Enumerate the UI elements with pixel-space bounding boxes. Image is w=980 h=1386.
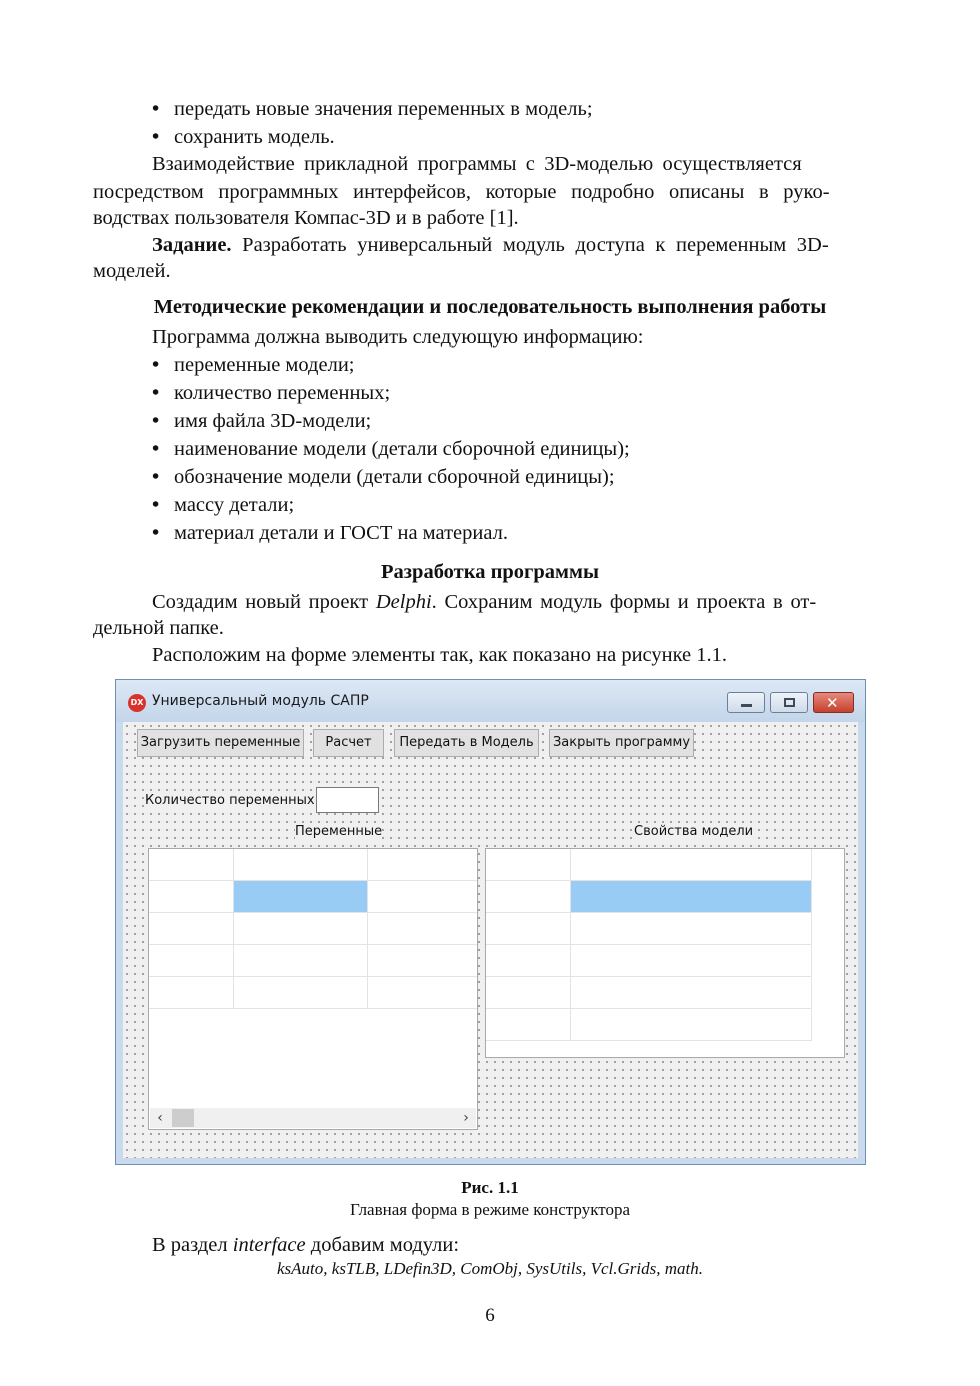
list-item: • сохранить модель. [152, 126, 335, 148]
horizontal-scrollbar[interactable] [150, 1108, 476, 1128]
list-item: • массу детали; [152, 494, 295, 516]
grid-cell [149, 881, 234, 913]
bullet-icon: • [152, 438, 160, 460]
bullet-icon: • [152, 494, 160, 516]
scroll-thumb[interactable] [172, 1109, 194, 1127]
grid-cell[interactable] [571, 977, 812, 1009]
grid-cell[interactable] [368, 881, 478, 913]
minimize-icon[interactable] [727, 692, 765, 713]
bullet-icon: • [152, 98, 160, 120]
section-heading: Разработка программы [381, 561, 599, 583]
load-variables-button[interactable]: Загрузить переменные [137, 729, 304, 757]
properties-grid-label: Свойства модели [634, 824, 754, 839]
grid-cell [486, 849, 571, 881]
window-title: Универсальный модуль САПР [152, 693, 369, 709]
variables-grid-label: Переменные [295, 824, 383, 839]
module-list: ksAuto, ksTLB, LDefin3D, ComObj, SysUtils, Vcl.Grids, math. [277, 1259, 703, 1278]
close-program-button[interactable]: Закрыть программу [549, 729, 694, 757]
grid-cell [486, 945, 571, 977]
bullet-icon: • [152, 410, 160, 432]
list-item: • обозначение модели (детали сборочной единицы); [152, 466, 615, 488]
grid-cell [571, 849, 812, 881]
selected-grid-cell[interactable] [234, 881, 368, 913]
properties-grid[interactable] [485, 848, 845, 1058]
grid-cell[interactable] [234, 913, 368, 945]
grid-cell[interactable] [234, 945, 368, 977]
calc-button[interactable]: Расчет [313, 729, 384, 757]
task-line: Задание. Разработать универсальный модуль доступа к переменным 3D- [152, 234, 829, 256]
scroll-left-icon[interactable]: ‹ [157, 1110, 163, 1126]
window-titlebar [116, 680, 865, 722]
grid-cell [486, 977, 571, 1009]
bullet-icon: • [152, 126, 160, 148]
selected-grid-cell[interactable] [571, 881, 812, 913]
grid-cell[interactable] [368, 913, 478, 945]
delphi-app-icon: DX [128, 694, 146, 712]
grid-cell[interactable] [571, 1009, 812, 1041]
variables-grid[interactable] [148, 848, 478, 1130]
paragraph-line: водствах пользователя Компас-3D и в работе [1]. [93, 207, 519, 229]
grid-cell[interactable] [571, 945, 812, 977]
section-heading: Методические рекомендации и последовательность выполнения работы [153, 296, 827, 318]
page-number: 6 [485, 1305, 495, 1326]
list-item: • наименование модели (детали сборочной единицы); [152, 438, 630, 460]
grid-cell [149, 913, 234, 945]
figure-caption-text: Главная форма в режиме конструктора [350, 1200, 630, 1219]
close-icon[interactable]: ✕ [813, 692, 854, 713]
paragraph-line: Расположим на форме элементы так, как показано на рисунке 1.1. [152, 644, 728, 666]
list-item: • количество переменных; [152, 382, 391, 404]
task-line: моделей. [93, 260, 171, 282]
grid-cell [486, 1009, 571, 1041]
list-item: • передать новые значения переменных в модель; [152, 98, 593, 120]
grid-cell [149, 945, 234, 977]
grid-cell[interactable] [368, 945, 478, 977]
grid-cell [486, 881, 571, 913]
grid-cell [234, 849, 368, 881]
grid-cell [486, 913, 571, 945]
task-label: Задание. [152, 234, 232, 256]
grid-cell [149, 849, 234, 881]
form-design-surface [123, 722, 858, 1158]
grid-cell[interactable] [234, 977, 368, 1009]
grid-cell [368, 849, 478, 881]
list-item: • переменные модели; [152, 354, 355, 376]
variables-count-label: Количество переменных [145, 793, 315, 808]
paragraph-line: дельной папке. [93, 617, 224, 639]
grid-cell [149, 977, 234, 1009]
list-item: • материал детали и ГОСТ на материал. [152, 522, 508, 544]
variables-count-input[interactable] [316, 787, 379, 813]
paragraph-line: посредством программных интерфейсов, которые подробно описаны в руко- [93, 181, 830, 203]
bullet-icon: • [152, 522, 160, 544]
bullet-icon: • [152, 354, 160, 376]
paragraph-line: В раздел interface добавим модули: [152, 1234, 460, 1256]
paragraph-line: Взаимодействие прикладной программы с 3D-моделью осуществляется [152, 153, 802, 175]
send-to-model-button[interactable]: Передать в Модель [394, 729, 539, 757]
grid-cell[interactable] [368, 977, 478, 1009]
form-window [115, 679, 866, 1165]
bullet-icon: • [152, 382, 160, 404]
paragraph-line: Создадим новый проект Delphi. Сохраним модуль формы и проекта в от- [152, 591, 817, 613]
maximize-icon[interactable] [770, 692, 808, 713]
paragraph-line: Программа должна выводить следующую информацию: [152, 326, 644, 348]
figure-caption-title: Рис. 1.1 [461, 1178, 519, 1197]
grid-cell[interactable] [571, 913, 812, 945]
bullet-icon: • [152, 466, 160, 488]
scroll-right-icon[interactable]: › [463, 1110, 469, 1126]
list-item: • имя файла 3D-модели; [152, 410, 372, 432]
